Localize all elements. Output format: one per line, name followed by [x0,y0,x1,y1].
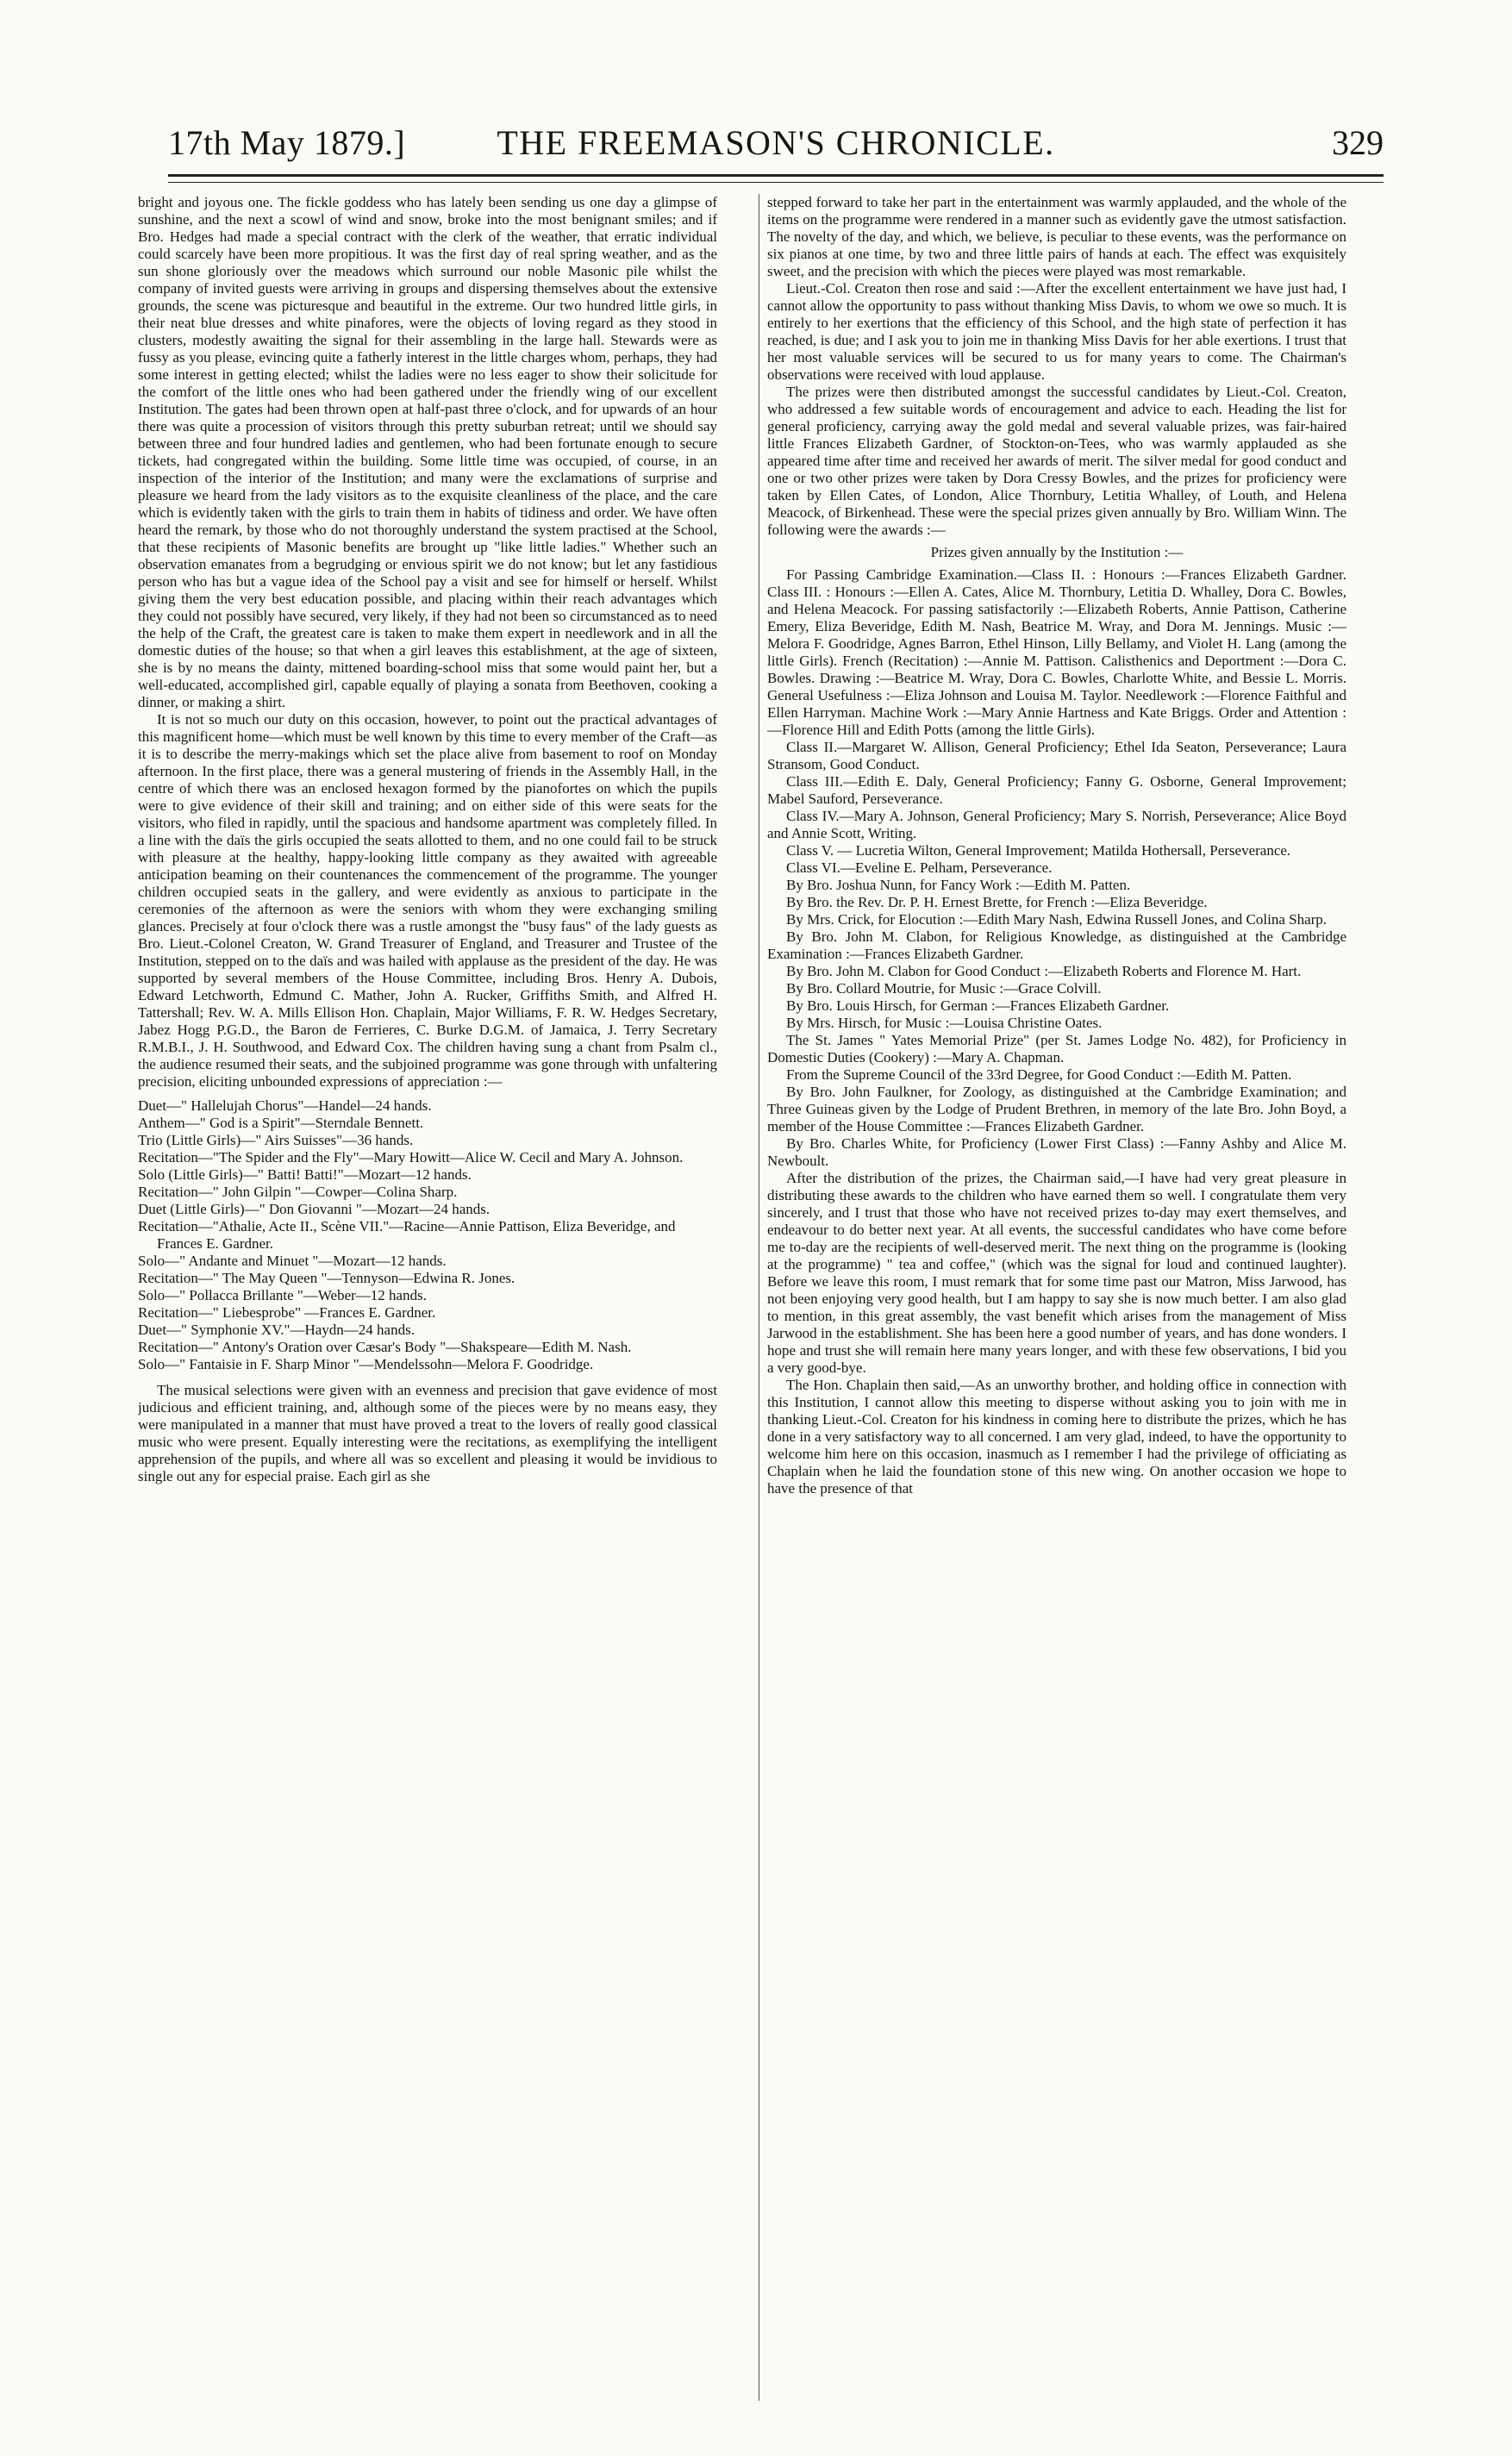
prize-entry: From the Supreme Council of the 33rd Degree, for Good Conduct :—Edith M. Patten. [786,1066,1292,1083]
prize-entry: By Bro. Louis Hirsch, for German :—Frances Elizabeth Gardner. [786,997,1170,1014]
programme-item: Duet—" Symphonie XV."—Haydn—24 hands. [138,1322,415,1338]
prize-entry: Class II.—Margaret W. Allison, General Proficiency; Ethel Ida Seaton, Perseverance; Laura Stransom, Good Conduct. [767,739,1346,772]
left-paragraph-2: It is not so much our duty on this occasion, however, to point out the practical advantages of this magnificent home—which must be well known by this time to every member of the Craft—as it is to describe the merry-makings which set the place alive from basement to roof on Monday afternoon. In the first place, there was a general mustering of friends in the Assembly Hall, in the centre of which there was an enclosed hexagon formed by the pianofortes on which the pupils were to give evidence of their skill and training; and on either side of this were seats for the visitors, who filed in rapidly, until the spacious and handsome apartment was completely filled. In a line with the daïs the girls occupied the seats allotted to them, and no one could fail to be struck with pleasure at the healthy, happy-looking little company as they awaited with agreeable anticipation beaming on their countenances the commencement of the programme. The younger children occupied seats in the gallery, and were evidently as anxious to participate in the ceremonies of the afternoon as were the seniors with whom they were exchanging smiling glances. Precisely at four o'clock there was a rustle amongst the "busy faus" of the lady guests as Bro. Lieut.-Colonel Creaton, W. Grand Treasurer of England, and Treasurer and Trustee of the Institution, stepped on to the daïs and was hailed with applause as the president of the day. He was supported by several members of the House Committee, including Bros. Henry A. Dubois, Edward Letchworth, Edmund C. Mather, John A. Rucker, Griffiths Smith, and Alfred H. Tattershall; Rev. W. A. Mills Ellison Hon. Chaplain, Major Williams, F. R. W. Hedges Secretary, Jabez Hogg P.G.D., the Baron de Ferrieres, C. Burke D.G.M. of Jamaica, J. Terry Secretary R.M.B.I., J. H. Southwood, and Edward Cox. The children having sung a chant from Psalm cl., the audience resumed their seats, and the subjoined programme was gone through with unfaltering precision, eliciting unbounded expressions of appreciation :— [138,711,717,1090]
programme-item: Solo (Little Girls)—" Batti! Batti!"—Mozart—12 hands. [138,1166,472,1183]
programme-item: Solo—" Andante and Minuet "—Mozart—12 hands. [138,1253,447,1269]
prize-entry: By Mrs. Crick, for Elocution :—Edith Mary Nash, Edwina Russell Jones, and Colina Sharp. [786,911,1328,928]
prize-entry: By Bro. John M. Clabon, for Religious Knowledge, as distinguished at the Cambridge Examination :—Frances Elizabeth Gardner. [767,928,1346,962]
prize-entry: Class VI.—Eveline E. Pelham, Perseverance. [786,859,1053,876]
prize-entry: Class V. — Lucretia Wilton, General Improvement; Matilda Hothersall, Perseverance. [786,842,1291,859]
prize-entry: By Bro. John Faulkner, for Zoology, as distinguished at the Cambridge Examination; and Three Guineas given by the Lodge of Prudent Brethren, in memory of the late Bro. John Boyd, a member of the House Committee :—Frances Elizabeth Gardner. [767,1084,1346,1134]
prizes-heading: Prizes given annually by the Institution :— [930,544,1184,560]
header-rule [168,182,1384,183]
right-column [767,194,1346,2401]
programme-item: Recitation—" Antony's Oration over Cæsar's Body "—Shakspeare—Edith M. Nash. [138,1339,632,1355]
prize-entry: By Bro. Collard Moutrie, for Music :—Grace Colvill. [786,980,1102,997]
prize-entry: For Passing Cambridge Examination.—Class II. : Honours :—Frances Elizabeth Gardner. Class III. : Honours :—Ellen A. Cates, Alice M. Thornbury, Letitia D. Whalley, Dora C. Bowles, and Helena Meacock. For passing satisfactorily :—Elizabeth Roberts, Annie Pattison, Catherine Emery, Eliza Beveridge, Edith M. Nash, Beatrice M. Wray, and Dora M. Jennings. Music :—Melora F. Goodridge, Agnes Barron, Ethel Hinson, Lilly Bellamy, and Violet H. Lang (among the little Girls). French (Recitation) :—Annie M. Pattison. Calisthenics and Deportment :—Dora C. Bowles. Drawing :—Beatrice M. Wray, Dora C. Bowles, Charlotte White, and Bessie L. Morris. General Usefulness :—Eliza Johnson and Louisa M. Taylor. Needlework :—Florence Faithful and Ellen Harryman. Machine Work :—Mary Annie Hartness and Kate Briggs. Order and Attention :—Florence Hill and Edith Potts (among the little Girls). [767,566,1346,738]
prize-entry: By Bro. Joshua Nunn, for Fancy Work :—Edith M. Patten. [786,877,1131,893]
programme-item: Recitation—"The Spider and the Fly"—Mary Howitt—Alice W. Cecil and Mary A. Johnson. [138,1149,684,1166]
programme-item: Duet—" Hallelujah Chorus"—Handel—24 hands. [138,1097,432,1114]
right-paragraph-4: After the distribution of the prizes, the Chairman said,—I have had very great pleasure in distributing these awards to the children who have earned them so well. I congratulate them very sincerely, and I trust that those who have not received prizes to-day may exert themselves, and endeavour to do better next year. At all events, the successful candidates who have come before me to-day are the recipients of well-deserved merit. The next thing on the programme is (looking at the programme) " tea and coffee," (which was the signal for loud and continued laughter). Before we leave this room, I must remark that for some time past our Matron, Miss Jarwood, has not been enjoying very good health, but I am happy to say she is now much better. I am also glad to mention, in this great assembly, the vast benefit which arises from the management of Miss Jarwood in the establishment. She has been here a good number of years, and has done wonders. I hope and trust she will remain here many years longer, and with these few observations, I bid you a very good-bye. [767,1170,1346,1376]
page-number: 329 [1332,123,1384,162]
right-paragraph-1: stepped forward to take her part in the entertainment was warmly applauded, and the whole of the items on the programme were rendered in a manner such as evidently gave the utmost satisfaction. The novelty of the day, and which, we believe, is peculiar to these events, was the performance on six pianos at one time, by two and three little pairs of hands at each. The effect was exquisitely sweet, and the precision with which the pieces were played was most remarkable. [767,194,1346,279]
left-paragraph-3: The musical selections were given with an evenness and precision that gave evidence of most judicious and efficient training, and, although some of the pieces were by no means easy, they were manipulated in a manner that must have proved a treat to the lovers of really good classical music who were present. Equally interesting were the recitations, as exemplifying the intelligent apprehension of the pupils, and where all was so excellent and pleasing it would be invidious to single out any for especial praise. Each girl as she [138,1382,717,1484]
programme-list [138,1097,717,1373]
prize-entry: Class IV.—Mary A. Johnson, General Proficiency; Mary S. Norrish, Perseverance; Alice Boyd and Annie Scott, Writing. [767,808,1346,841]
prize-entry: By Bro. Charles White, for Proficiency (Lower First Class) :—Fanny Ashby and Alice M. Newboult. [767,1135,1346,1169]
left-column [138,194,717,2401]
programme-item: Duet (Little Girls)—" Don Giovanni "—Mozart—24 hands. [138,1201,490,1217]
programme-item: Trio (Little Girls)—" Airs Suisses"—36 hands. [138,1132,414,1148]
programme-item: Solo—" Pollacca Brillante "—Weber—12 hands. [138,1287,427,1303]
page-header [168,114,1384,177]
programme-item: Anthem—" God is a Spirit"—Sterndale Bennett. [138,1115,424,1131]
prize-entry: By Bro. John M. Clabon for Good Conduct :—Elizabeth Roberts and Florence M. Hart. [786,963,1302,979]
programme-item: Recitation—" John Gilpin "—Cowper—Colina Sharp. [138,1184,458,1200]
programme-item: Solo—" Fantaisie in F. Sharp Minor "—Mendelssohn—Melora F. Goodridge. [138,1356,594,1372]
issue-date: 17th May 1879.] [168,123,406,162]
programme-item: Recitation—"Athalie, Acte II., Scène VII."—Racine—Annie Pattison, Eliza Beveridge, and Frances E. Gardner. [138,1218,676,1252]
prize-entry: By Mrs. Hirsch, for Music :—Louisa Christine Oates. [786,1015,1103,1031]
prize-entry: The St. James " Yates Memorial Prize" (per St. James Lodge No. 482), for Proficiency in Domestic Duties (Cookery) :—Mary A. Chapman. [767,1032,1346,1066]
publication-title: THE FREEMASON'S CHRONICLE. [497,123,1055,162]
prize-entry: Class III.—Edith E. Daly, General Proficiency; Fanny G. Osborne, General Improvement; Mabel Sauford, Perseverance. [767,773,1346,807]
left-paragraph-1: bright and joyous one. The fickle goddess who has lately been sending us one day a glimpse of sunshine, and the next a scowl of wind and snow, broke into the most benignant smiles; and if Bro. Hedges had made a special contract with the clerk of the weather, that erratic individual could scarcely have been more propitious. It was the first day of real spring weather, and as the sun shone gloriously over the meadows which surround our noble Masonic pile whilst the company of invited guests were arriving in groups and dispersing themselves about the extensive grounds, the scene was picturesque and beautiful in the extreme. Our two hundred little girls, in their neat blue dresses and white pinafores, were the objects of loving regard as they stood in clusters, modestly awaiting the signal for their assembling in the large hall. Stewards were as fussy as you please, evincing quite a fatherly interest in the little charges whom, perhaps, they had some interest in getting elected; whilst the ladies were no less eager to show their solicitude for the comfort of the little ones who had been gathered under the friendly wing of our excellent Institution. The gates had been thrown open at half-past three o'clock, and for upwards of an hour there was quite a procession of visitors through this pretty suburban retreat; until we should say between three and four hundred ladies and gentlemen, who had been fortunate enough to secure tickets, had congregated within the building. Some little time was occupied, of course, in an inspection of the interior of the Institution; and many were the exclamations of surprise and pleasure we heard from the lady visitors as to the exquisite cleanliness of the place, and the care which is evidently taken with the girls to train them in habits of tidiness and order. We have often heard the remark, by those who do not thoroughly understand the system practised at the School, that these recipients of Masonic benefits are brought up "like little ladies." Whether such an observation emanates from a begrudging or envious spirit we do not know; but let any fastidious person who has but a vague idea of the School pay a visit and see for himself or herself. Whilst giving them the very best education possible, and placing within their reach advantages which they could not possibly have secured, very likely, if they had not been so circumstanced as to need the help of the Craft, the greatest care is taken to make them expert in needlework and in all the domestic duties of the house; so that when a girl leaves this establishment, at the age of sixteen, she is by no means the dainty, mittened boarding-school miss that some would paint her, but a well-educated, accomplished girl, capable equally of playing a sonata from Beethoven, cooking a dinner, or making a shirt. [138,194,717,710]
programme-item: Recitation—" Liebesprobe" —Frances E. Gardner. [138,1304,436,1321]
right-paragraph-2: Lieut.-Col. Creaton then rose and said :—After the excellent entertainment we have just had, I cannot allow the opportunity to pass without thanking Miss Davis, to whom we owe so much. It is entirely to her exertions that the efficiency of this School, and the high state of perfection it has reached, is due; and I ask you to join me in thanking Miss Davis for her able exertions. I trust that her most valuable services will be secured to us for many years to come. The Chairman's observations were received with loud applause. [767,280,1346,383]
right-paragraph-5: The Hon. Chaplain then said,—As an unworthy brother, and holding office in connection with this Institution, I cannot allow this meeting to disperse without asking you to join with me in thanking Lieut.-Col. Creaton for his kindness in coming here to distribute the prizes, which he has done in a very satisfactory way to all concerned. I am very glad, indeed, to have the opportunity to welcome him here on this occasion, inasmuch as I remember I had the privilege of officiating as Chaplain when he laid the foundation stone of this new wing. On another occasion we hope to have the presence of that [767,1377,1346,1497]
prize-entry: By Bro. the Rev. Dr. P. H. Ernest Brette, for French :—Eliza Beveridge. [786,894,1208,910]
programme-item: Recitation—" The May Queen "—Tennyson—Edwina R. Jones. [138,1270,515,1286]
right-paragraph-3: The prizes were then distributed amongst the successful candidates by Lieut.-Col. Creaton, who addressed a few suitable words of encouragement and advice to each. Heading the list for general proficiency, carrying away the gold medal and several valuable prizes, was fair-haired little Frances Elizabeth Gardner, of Stockton-on-Tees, who was warmly applauded as she appeared time after time and received her awards of merit. The silver medal for good conduct and one or two other prizes were taken by Dora Cressy Bowles, and the prizes for proficiency were taken by Ellen Cates, of London, Alice Thornbury, Letitia Whalley, of Louth, and Helena Meacock, of Birkenhead. These were the special prizes given annually by Bro. William Winn. The following were the awards :— [767,384,1346,538]
